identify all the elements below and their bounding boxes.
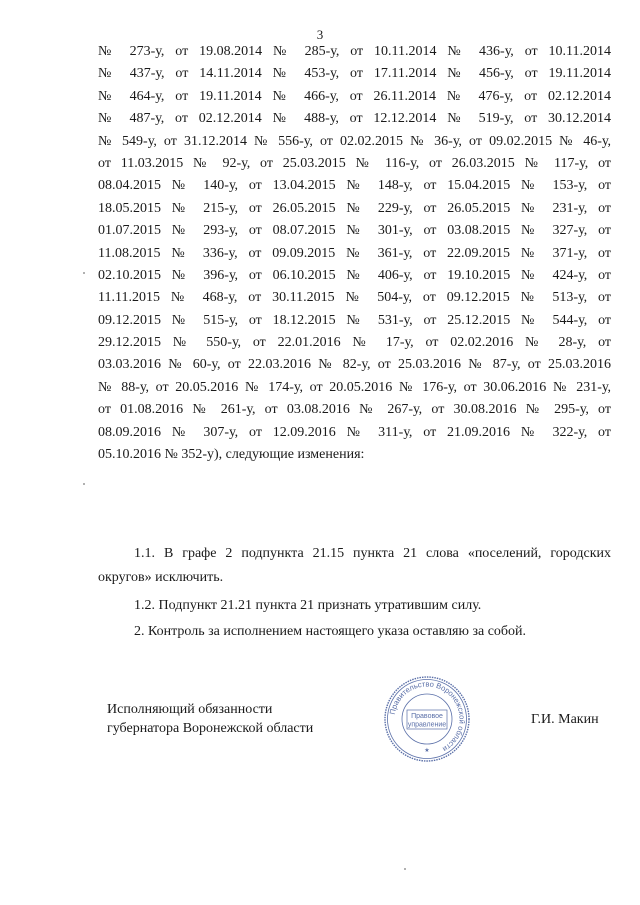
stamp-star-icon: ★ <box>424 748 430 754</box>
stamp-center-line-1: Правовое <box>411 713 443 720</box>
official-stamp <box>382 674 472 764</box>
text-line: № 88-у, от 20.05.2016 № 174-у, от 20.05.2016 № 176-у, от 30.06.2016 № 231-у, <box>98 379 611 395</box>
signatory-title <box>107 700 313 738</box>
text-line: 03.03.2016 № 60-у, от 22.03.2016 № 82-у, от 25.03.2016 № 87-у, от 25.03.2016 <box>98 357 611 373</box>
text-line: 02.10.2015 № 396-у, от 06.10.2015 № 406-у, от 19.10.2015 № 424-у, от <box>98 267 611 283</box>
text-line: 11.08.2015 № 336-у, от 09.09.2015 № 361-у, от 22.09.2015 № 371-у, от <box>98 245 611 261</box>
signatory-name: Г.И. Макин <box>531 712 599 727</box>
text-line: 08.04.2015 № 140-у, от 13.04.2015 № 148-у, от 15.04.2015 № 153-у, от <box>98 178 611 194</box>
stamp-ring-text: Правительство Воронежской области <box>387 679 467 754</box>
text-line: № 464-у, от 19.11.2014 № 466-у, от 26.11.2014 № 476-у, от 02.12.2014 <box>98 88 611 104</box>
text-line: 01.07.2015 № 293-у, от 08.07.2015 № 301-у, от 03.08.2015 № 327-у, от <box>98 223 611 239</box>
text-line: 09.12.2015 № 515-у, от 18.12.2015 № 531-у, от 25.12.2015 № 544-у, от <box>98 312 611 328</box>
text-line: 29.12.2015 № 550-у, от 22.01.2016 № 17-у, от 02.02.2016 № 28-у, от <box>98 335 611 351</box>
item-1-1-line-1: 1.1. В графе 2 подпункта 21.15 пункта 21 слова «поселений, городских <box>134 546 611 561</box>
item-1-1-line-2: округов» исключить. <box>98 570 224 585</box>
item-1-2: 1.2. Подпункт 21.21 пункта 21 признать утратившим силу. <box>134 598 482 613</box>
text-line: 11.11.2015 № 468-у, от 30.11.2015 № 504-у, от 09.12.2015 № 513-у, от <box>98 290 611 306</box>
signatory-title-line-2: губернатора Воронежской области <box>107 721 314 736</box>
text-line: от 01.08.2016 № 261-у, от 03.08.2016 № 267-у, от 30.08.2016 № 295-у, от <box>98 402 611 418</box>
text-line: 08.09.2016 № 307-у, от 12.09.2016 № 311-у, от 21.09.2016 № 322-у, от <box>98 424 611 440</box>
text-line: № 487-у, от 02.12.2014 № 488-у, от 12.12.2014 № 519-у, от 30.12.2014 <box>98 111 611 127</box>
stamp-center-line-2: управление <box>407 721 447 729</box>
text-line: № 549-у, от 31.12.2014 № 556-у, от 02.02.2015 № 36-у, от 09.02.2015 № 46-у, <box>98 133 611 149</box>
text-line: 18.05.2015 № 215-у, от 26.05.2015 № 229-у, от 26.05.2015 № 231-у, от <box>98 200 611 216</box>
text-line: № 437-у, от 14.11.2014 № 453-у, от 17.11.2014 № 456-у, от 19.11.2014 <box>98 66 611 82</box>
item-2: 2. Контроль за исполнением настоящего указа оставляю за собой. <box>134 624 527 639</box>
text-line: № 273-у, от 19.08.2014 № 285-у, от 10.11.2014 № 436-у, от 10.11.2014 <box>98 44 611 59</box>
signatory-title-line-1: Исполняющий обязанности <box>107 702 273 717</box>
text-line: 05.10.2016 № 352-у), следующие изменения: <box>98 447 365 463</box>
text-line: от 11.03.2015 № 92-у, от 25.03.2015 № 116-у, от 26.03.2015 № 117-у, от <box>98 155 611 171</box>
decree-references <box>98 41 611 466</box>
page-number: 3 <box>316 27 324 42</box>
